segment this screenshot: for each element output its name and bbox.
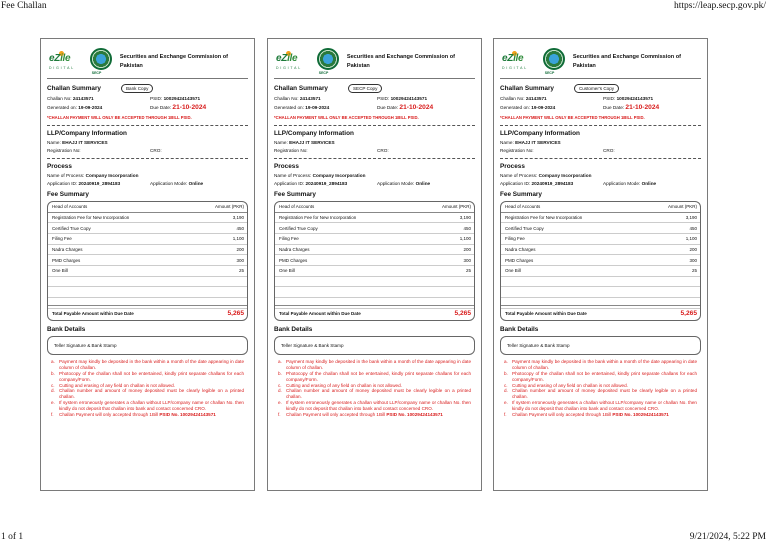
fee-row xyxy=(501,223,700,234)
fee-table xyxy=(47,201,248,321)
application-mode: Online xyxy=(415,181,431,186)
fee-row xyxy=(501,245,700,256)
application-id: 20240919_2894183 xyxy=(531,181,574,186)
fee-amount: 450 xyxy=(463,225,471,231)
challan-summary-title: Challan Summary xyxy=(274,85,328,92)
fee-row-empty xyxy=(501,277,700,288)
fee-amount: 3,190 xyxy=(459,215,471,220)
teller-signature-box: Teller Signature & Bank Stamp xyxy=(47,336,248,355)
divider xyxy=(500,125,701,126)
copy-type-badge: Bank Copy xyxy=(121,84,153,93)
payment-warning: *CHALLAN PAYMENT WILL ONLY BE ACCEPTED THROUGH 1BILL PSID. xyxy=(500,115,645,120)
fee-amount: 25 xyxy=(691,268,697,274)
instruction-item: a. Payment may kindly be deposited in the bank within a month of the date appearing in date column of challan. xyxy=(504,359,697,370)
fee-row xyxy=(275,245,474,256)
fee-row xyxy=(275,213,474,224)
company-name: EHAJJ IT SERVICES xyxy=(289,140,335,145)
instruction-item: a. Payment may kindly be deposited in the bank within a month of the date appearing in date column of challan. xyxy=(51,359,244,370)
org-name: Securities and Exchange Commission of Pakistan xyxy=(119,54,229,69)
fee-head-of-account: PMD Charges xyxy=(279,257,308,263)
print-page-url: https://leap.secp.gov.pk/ xyxy=(674,1,766,11)
fee-head-of-account: Certified True Copy xyxy=(505,225,544,231)
fee-head-of-account: Registration Fee for New Incorporation xyxy=(505,215,583,220)
process-name: Company Incorporation xyxy=(85,173,139,178)
generated-date: 19-09-2024 xyxy=(78,105,103,110)
copy-type-badge: SECP Copy xyxy=(348,84,382,93)
process-title: Process xyxy=(500,163,525,170)
fee-head-of-account: Certified True Copy xyxy=(52,225,91,231)
psid-value: 10029424143571 xyxy=(163,96,201,101)
payment-warning: *CHALLAN PAYMENT WILL ONLY BE ACCEPTED THROUGH 1BILL PSID. xyxy=(274,115,419,120)
fee-row xyxy=(275,266,474,277)
generated-date: 19-09-2024 xyxy=(531,105,556,110)
fee-row-empty xyxy=(48,287,247,298)
instruction-item: f. Challan Payment will only accepted through 1Bill PSID No. 10029424143571 xyxy=(278,411,443,417)
print-page-count: 1 of 1 xyxy=(1,532,24,542)
instruction-item: c. Cutting and erasing of any field on challan is not allowed. xyxy=(504,382,628,388)
company-name: EHAJJ IT SERVICES xyxy=(62,140,108,145)
fee-table xyxy=(500,201,701,321)
fee-table-header: Head of Accounts Amount (PKR) xyxy=(501,202,700,213)
fee-head-of-account: Filing Fee xyxy=(52,236,72,242)
fee-head-of-account: Certified True Copy xyxy=(279,225,318,231)
bank-details-title: Bank Details xyxy=(500,326,539,333)
fee-amount: 1,100 xyxy=(685,236,697,242)
fee-table xyxy=(274,201,475,321)
company-info-title: LLP/Company Information xyxy=(47,130,127,137)
secp-logo: SECP xyxy=(315,47,340,77)
fee-head-of-account: One Bill xyxy=(52,268,68,274)
divider xyxy=(274,158,475,159)
fee-head-of-account: Nadra Charges xyxy=(279,247,310,253)
challan-number: 24143571 xyxy=(525,96,547,101)
instructions-list xyxy=(500,359,701,418)
divider xyxy=(500,158,701,159)
challan-summary-title: Challan Summary xyxy=(500,85,554,92)
fee-amount: 450 xyxy=(689,225,697,231)
instructions-list xyxy=(274,359,475,418)
fee-total-row: Total Payable Amount within Due Date 5,265 xyxy=(275,305,474,320)
org-name: Securities and Exchange Commission of Pakistan xyxy=(346,54,456,69)
instruction-item: d. Challan number and amount of money deposited must be clearly legible on a printed challan. xyxy=(51,388,244,400)
fee-table-header: Head of Accounts Amount (PKR) xyxy=(275,202,474,213)
ezile-logo: eZile DIGITAL xyxy=(49,52,75,70)
instruction-item: f. Challan Payment will only accepted through 1Bill PSID No. 10029424143571 xyxy=(504,411,669,417)
fee-total-row: Total Payable Amount within Due Date 5,265 xyxy=(501,305,700,320)
divider xyxy=(47,158,248,159)
instruction-item: e. If system erroneously generates a challan without LLP/company name or challan No. then kindly do not deposit that challan into bank and contact concerned CRO. xyxy=(278,400,471,411)
fee-amount: 3,190 xyxy=(232,215,244,220)
fee-row-empty xyxy=(275,287,474,298)
teller-signature-box: Teller Signature & Bank Stamp xyxy=(274,336,475,355)
process-title: Process xyxy=(274,163,299,170)
fee-head-of-account: Registration Fee for New Incorporation xyxy=(52,215,130,220)
process-name: Company Incorporation xyxy=(312,173,366,178)
instruction-item: f. Challan Payment will only accepted through 1Bill PSID No. 10029424143571 xyxy=(51,411,216,417)
company-info-title: LLP/Company Information xyxy=(500,130,580,137)
fee-amount: 200 xyxy=(689,247,697,253)
fee-row xyxy=(501,266,700,277)
fee-row xyxy=(501,213,700,224)
bank-details-title: Bank Details xyxy=(274,326,313,333)
fee-table-header: Head of Accounts Amount (PKR) xyxy=(48,202,247,213)
challan-summary-title: Challan Summary xyxy=(47,85,101,92)
application-id: 20240919_2894183 xyxy=(78,181,121,186)
secp-logo: SECP xyxy=(541,47,566,77)
challan-copy: eZile DIGITAL SECP Securities and Exchange Commission of Pakistan Challan Summary SECP Copy Challan No: 24143571 PSID: 10029424143571 Generated on: 19-09-2024 Due Date: 21-10-2024 *CHALLAN PAYMENT WILL ONLY BE ACCEPTED THROUGH 1BILL PSID. LLP/Company Information Name: EHAJJ IT SERVICES Registration No: CRO: Process Name of Process: Company Incorporation Application ID: 20240919_2894183 Application Mode: Online Fee Summary Head of Accounts Amount (PKR) Registration Fee for New Incorporation 3,190 Certified True Copy 450 Filing Fee 1,100 Nadra Charges 200 PMD Charges 300 One Bill 25 Total Payable Amount within Due Date 5,265 Bank Details Teller Signature & Bank Stamp a. Payment may kindly be deposited in the bank within a month of the date appearing in date column of challan. b. Photocopy of the challan shall not be entertained, kindly print separate challans for each company/Form. c. Cutting and erasing of any field on challan is not allowed. d. Challan number and amount of money deposited must be clearly legible on a printed challan. e. If system erroneously generates a challan without LLP/company name or challan No. then kindly do not deposit that challan into bank and contact concerned CRO. f. Challan Payment will only accepted through 1Bill PSID No. 10029424143571 xyxy=(267,38,482,491)
challan-header xyxy=(500,45,701,79)
fee-head-of-account: Registration Fee for New Incorporation xyxy=(279,215,357,220)
fee-amount: 300 xyxy=(689,257,697,263)
instruction-item: c. Cutting and erasing of any field on challan is not allowed. xyxy=(51,382,175,388)
instruction-item: e. If system erroneously generates a challan without LLP/company name or challan No. then kindly do not deposit that challan into bank and contact concerned CRO. xyxy=(51,400,244,411)
bank-details-title: Bank Details xyxy=(47,326,86,333)
fee-row xyxy=(501,255,700,266)
fee-row-empty xyxy=(48,277,247,288)
fee-row xyxy=(48,234,247,245)
fee-amount: 300 xyxy=(236,257,244,263)
teller-signature-box: Teller Signature & Bank Stamp xyxy=(500,336,701,355)
challan-number: 24143571 xyxy=(299,96,321,101)
print-page-title: Fee Challan xyxy=(1,1,47,11)
fee-row xyxy=(48,266,247,277)
process-title: Process xyxy=(47,163,72,170)
ezile-logo: eZile DIGITAL xyxy=(276,52,302,70)
fee-amount: 200 xyxy=(463,247,471,253)
secp-logo: SECP xyxy=(88,47,113,77)
fee-summary-title: Fee Summary xyxy=(500,191,542,198)
due-date: 21-10-2024 xyxy=(399,104,434,111)
ezile-logo: eZile DIGITAL xyxy=(502,52,528,70)
psid-value: 10029424143571 xyxy=(390,96,428,101)
due-date: 21-10-2024 xyxy=(172,104,207,111)
fee-row xyxy=(48,213,247,224)
fee-amount: 450 xyxy=(236,225,244,231)
fee-amount: 1,100 xyxy=(459,236,471,242)
fee-row xyxy=(275,234,474,245)
fee-head-of-account: Nadra Charges xyxy=(505,247,536,253)
fee-amount: 200 xyxy=(236,247,244,253)
fee-amount: 25 xyxy=(238,268,244,274)
application-mode: Online xyxy=(188,181,204,186)
divider xyxy=(47,125,248,126)
fee-row xyxy=(275,255,474,266)
fee-head-of-account: Filing Fee xyxy=(505,236,525,242)
fee-total-row: Total Payable Amount within Due Date 5,265 xyxy=(48,305,247,320)
fee-head-of-account: PMD Charges xyxy=(505,257,534,263)
challan-header xyxy=(274,45,475,79)
challan-header xyxy=(47,45,248,79)
fee-row xyxy=(501,234,700,245)
challan-copy: eZile DIGITAL SECP Securities and Exchange Commission of Pakistan Challan Summary Bank Copy Challan No: 24143571 PSID: 10029424143571 Generated on: 19-09-2024 Due Date: 21-10-2024 *CHALLAN PAYMENT WILL ONLY BE ACCEPTED THROUGH 1BILL PSID. LLP/Company Information Name: EHAJJ IT SERVICES Registration No: CRO: Process Name of Process: Company Incorporation Application ID: 20240919_2894183 Application Mode: Online Fee Summary Head of Accounts Amount (PKR) Registration Fee for New Incorporation 3,190 Certified True Copy 450 Filing Fee 1,100 Nadra Charges 200 PMD Charges 300 One Bill 25 Total Payable Amount within Due Date 5,265 Bank Details Teller Signature & Bank Stamp a. Payment may kindly be deposited in the bank within a month of the date appearing in date column of challan. b. Photocopy of the challan shall not be entertained, kindly print separate challans for each company/Form. c. Cutting and erasing of any field on challan is not allowed. d. Challan number and amount of money deposited must be clearly legible on a printed challan. e. If system erroneously generates a challan without LLP/company name or challan No. then kindly do not deposit that challan into bank and contact concerned CRO. f. Challan Payment will only accepted through 1Bill PSID No. 10029424143571 xyxy=(40,38,255,491)
fee-summary-title: Fee Summary xyxy=(47,191,89,198)
due-date: 21-10-2024 xyxy=(625,104,660,111)
fee-row xyxy=(48,255,247,266)
company-name: EHAJJ IT SERVICES xyxy=(515,140,561,145)
instruction-item: c. Cutting and erasing of any field on challan is not allowed. xyxy=(278,382,402,388)
fee-amount: 300 xyxy=(463,257,471,263)
challan-number: 24143571 xyxy=(72,96,94,101)
company-info-title: LLP/Company Information xyxy=(274,130,354,137)
total-amount: 5,265 xyxy=(454,309,471,317)
instructions-list xyxy=(47,359,248,418)
fee-row-empty xyxy=(501,287,700,298)
generated-date: 19-09-2024 xyxy=(305,105,330,110)
instruction-item: b. Photocopy of the challan shall not be entertained, kindly print separate challans for each company/Form. xyxy=(51,370,244,382)
fee-head-of-account: Nadra Charges xyxy=(52,247,83,253)
instruction-item: e. If system erroneously generates a challan without LLP/company name or challan No. then kindly do not deposit that challan into bank and contact concerned CRO. xyxy=(504,400,697,411)
process-name: Company Incorporation xyxy=(538,173,592,178)
fee-row xyxy=(275,223,474,234)
fee-amount: 25 xyxy=(465,268,471,274)
org-name: Securities and Exchange Commission of Pakistan xyxy=(572,54,682,69)
psid-value: 10029424143571 xyxy=(616,96,654,101)
fee-row-empty xyxy=(275,277,474,288)
fee-summary-title: Fee Summary xyxy=(274,191,316,198)
fee-row xyxy=(48,245,247,256)
fee-head-of-account: One Bill xyxy=(505,268,521,274)
challan-copy: eZile DIGITAL SECP Securities and Exchange Commission of Pakistan Challan Summary Customer's Copy Challan No: 24143571 PSID: 10029424143571 Generated on: 19-09-2024 Due Date: 21-10-2024 *CHALLAN PAYMENT WILL ONLY BE ACCEPTED THROUGH 1BILL PSID. LLP/Company Information Name: EHAJJ IT SERVICES Registration No: CRO: Process Name of Process: Company Incorporation Application ID: 20240919_2894183 Application Mode: Online Fee Summary Head of Accounts Amount (PKR) Registration Fee for New Incorporation 3,190 Certified True Copy 450 Filing Fee 1,100 Nadra Charges 200 PMD Charges 300 One Bill 25 Total Payable Amount within Due Date 5,265 Bank Details Teller Signature & Bank Stamp a. Payment may kindly be deposited in the bank within a month of the date appearing in date column of challan. b. Photocopy of the challan shall not be entertained, kindly print separate challans for each company/Form. c. Cutting and erasing of any field on challan is not allowed. d. Challan number and amount of money deposited must be clearly legible on a printed challan. e. If system erroneously generates a challan without LLP/company name or challan No. then kindly do not deposit that challan into bank and contact concerned CRO. f. Challan Payment will only accepted through 1Bill PSID No. 10029424143571 xyxy=(493,38,708,491)
fee-amount: 1,100 xyxy=(232,236,244,242)
fee-head-of-account: Filing Fee xyxy=(279,236,299,242)
total-amount: 5,265 xyxy=(680,309,697,317)
fee-amount: 3,190 xyxy=(685,215,697,220)
instruction-item: d. Challan number and amount of money deposited must be clearly legible on a printed challan. xyxy=(504,388,697,400)
instruction-item: a. Payment may kindly be deposited in the bank within a month of the date appearing in date column of challan. xyxy=(278,359,471,370)
divider xyxy=(274,125,475,126)
copy-type-badge: Customer's Copy xyxy=(574,84,619,93)
fee-row xyxy=(48,223,247,234)
payment-warning: *CHALLAN PAYMENT WILL ONLY BE ACCEPTED THROUGH 1BILL PSID. xyxy=(47,115,192,120)
instruction-item: b. Photocopy of the challan shall not be entertained, kindly print separate challans for each company/Form. xyxy=(504,370,697,382)
instruction-item: b. Photocopy of the challan shall not be entertained, kindly print separate challans for each company/Form. xyxy=(278,370,471,382)
total-amount: 5,265 xyxy=(227,309,244,317)
instruction-item: d. Challan number and amount of money deposited must be clearly legible on a printed challan. xyxy=(278,388,471,400)
application-id: 20240919_2894183 xyxy=(305,181,348,186)
print-datetime: 9/21/2024, 5:22 PM xyxy=(689,532,766,542)
application-mode: Online xyxy=(641,181,657,186)
fee-head-of-account: One Bill xyxy=(279,268,295,274)
fee-head-of-account: PMD Charges xyxy=(52,257,81,263)
